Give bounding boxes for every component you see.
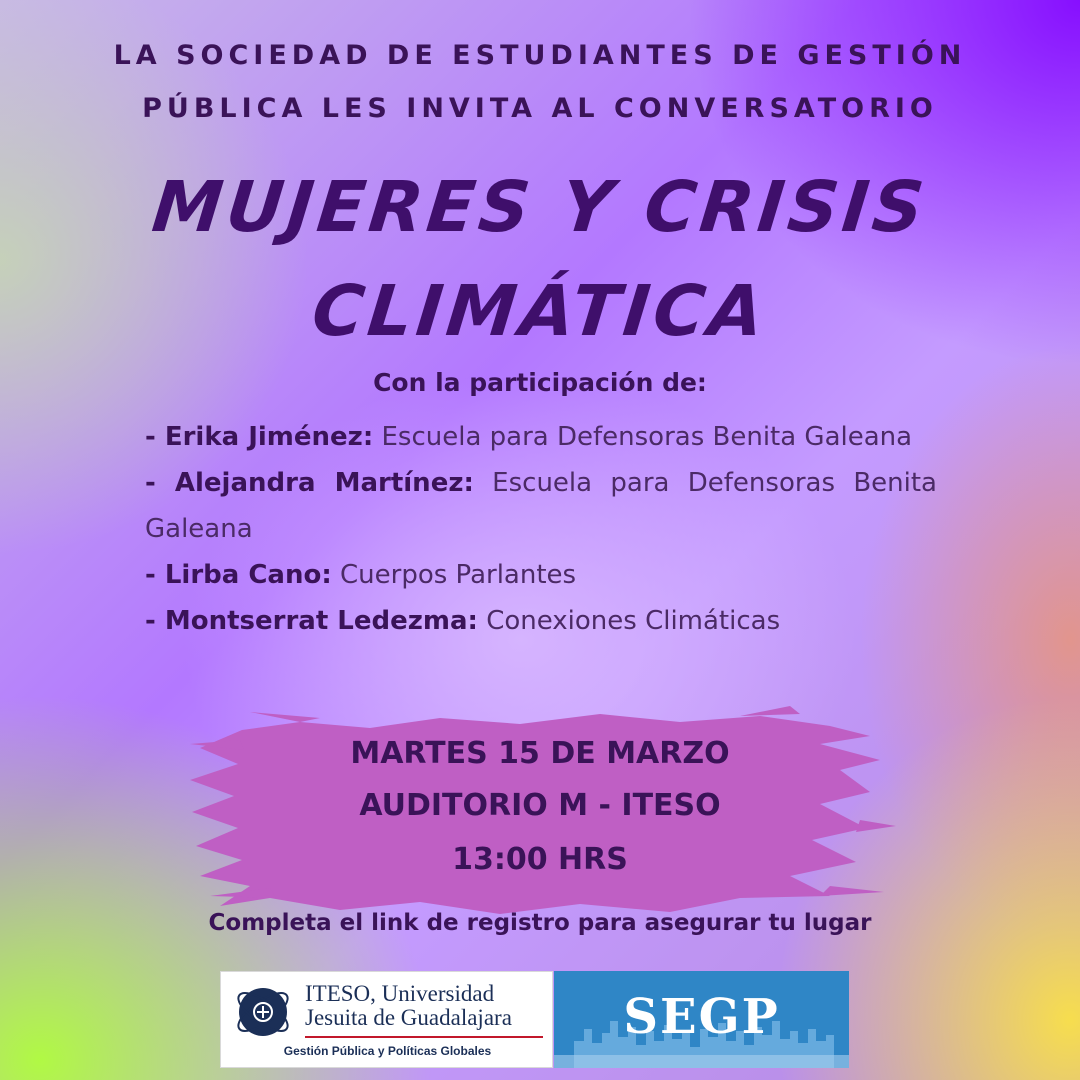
speaker-name: - Lirba Cano:	[145, 560, 332, 590]
iteso-department: Gestión Pública y Políticas Globales	[283, 1044, 492, 1058]
event-time: 13:00 HRS	[452, 842, 628, 877]
iteso-logo	[220, 971, 553, 1068]
speaker-name: - Erika Jiménez:	[145, 422, 374, 452]
event-date: MARTES 15 DE MARZO	[350, 736, 730, 771]
speaker-name: - Montserrat Ledezma:	[145, 606, 478, 636]
speaker-item	[145, 414, 937, 460]
speaker-organization: Cuerpos Parlantes	[340, 560, 577, 590]
speaker-item	[145, 598, 937, 644]
speaker-item	[145, 460, 937, 552]
title-line-2: CLIMÁTICA	[308, 270, 772, 352]
speaker-organization: Escuela para Defensoras Benita Galeana	[145, 468, 937, 544]
iteso-divider	[305, 1036, 543, 1038]
iteso-subtitle-line: Jesuita de Guadalajara	[305, 1005, 512, 1030]
segp-logo	[554, 971, 849, 1068]
intro-line-1: LA SOCIEDAD DE ESTUDIANTES DE GESTIÓN	[113, 40, 967, 71]
iteso-name-line: ITESO, Universidad	[305, 981, 495, 1006]
speaker-name: - Alejandra Martínez:	[145, 468, 474, 498]
registration-call-to-action: Completa el link de registro para asegurar tu lugar	[208, 910, 872, 936]
iteso-globe-icon	[233, 982, 293, 1042]
iteso-wordmark	[305, 982, 512, 1030]
speaker-item	[145, 552, 937, 598]
segp-wordmark: SEGP	[623, 989, 780, 1045]
title-line-1: MUJERES Y CRISIS	[148, 166, 932, 248]
participation-heading: Con la participación de:	[373, 368, 707, 397]
speaker-list	[145, 414, 937, 644]
speaker-organization: Escuela para Defensoras Benita Galeana	[381, 422, 913, 452]
intro-line-2: PÚBLICA LES INVITA AL CONVERSATORIO	[142, 93, 938, 124]
event-venue: AUDITORIO M - ITESO	[359, 788, 721, 823]
speaker-organization: Conexiones Climáticas	[486, 606, 781, 636]
